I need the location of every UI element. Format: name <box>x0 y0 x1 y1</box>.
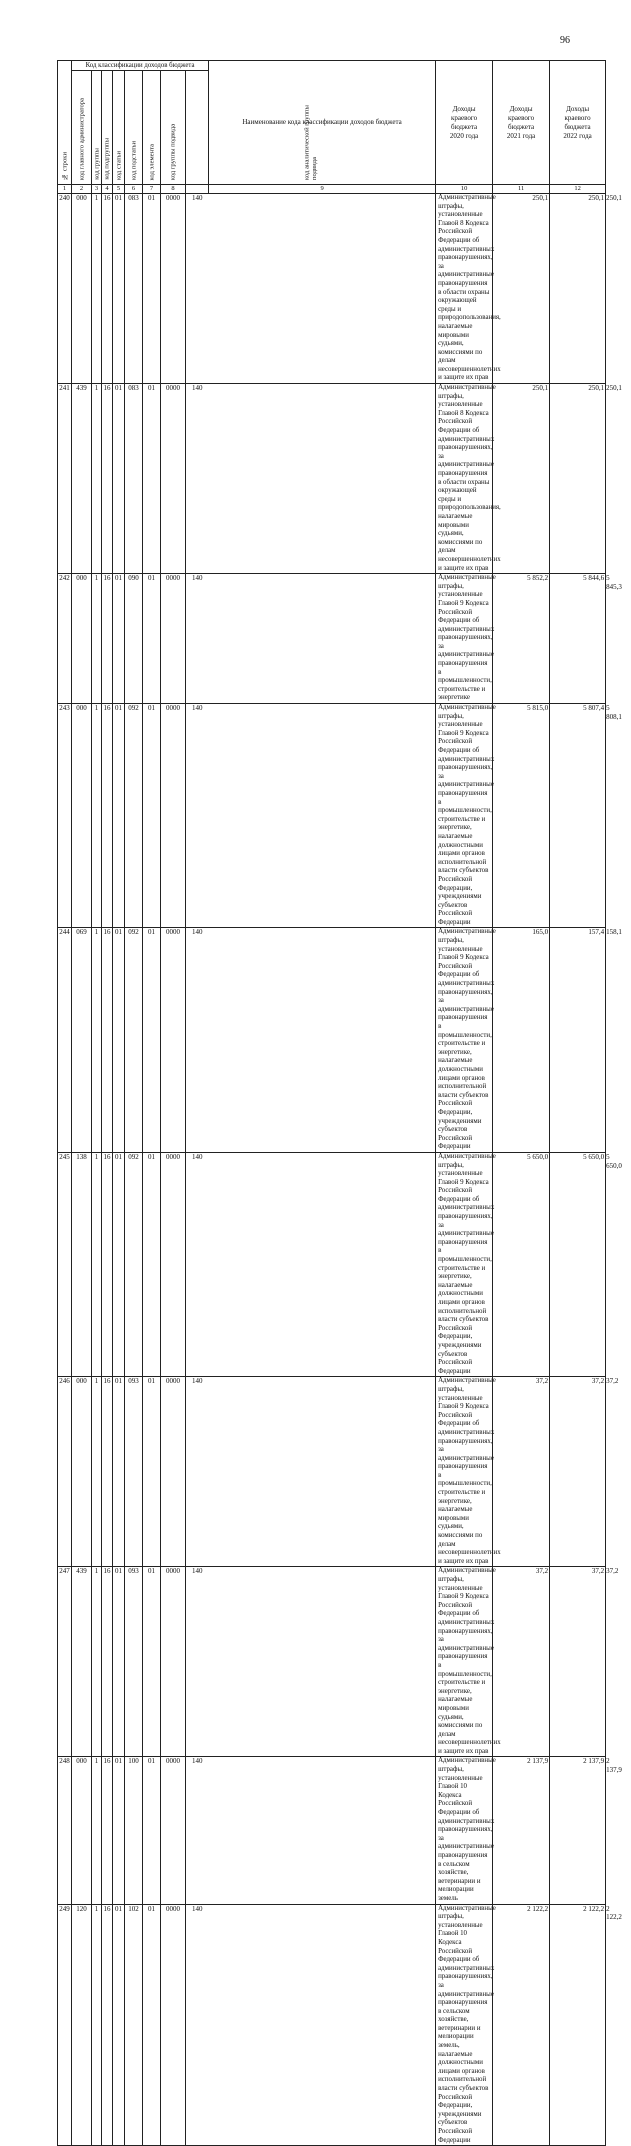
header-code-subgroup: код подгруппы <box>102 71 113 185</box>
code-group: 1 <box>92 928 102 1152</box>
code-subgroup: 16 <box>102 194 113 384</box>
code-subtype-group: 0000 <box>161 704 186 928</box>
column-number: 11 <box>493 185 550 194</box>
revenue-table <box>57 60 622 2146</box>
code-subtype-group: 0000 <box>161 1757 186 1904</box>
column-number: 10 <box>436 185 493 194</box>
code-subarticle: 083 <box>125 194 143 384</box>
code-element: 01 <box>143 384 161 574</box>
code-group: 1 <box>92 194 102 384</box>
code-subarticle: 083 <box>125 384 143 574</box>
code-article: 01 <box>113 1152 125 1376</box>
spacer-cell <box>209 1757 436 1904</box>
code-group: 1 <box>92 704 102 928</box>
code-subgroup: 16 <box>102 1904 113 2146</box>
spacer-cell <box>209 1152 436 1376</box>
column-number: 12 <box>550 185 606 194</box>
header-code-subtype-group: код группы подвида <box>161 71 186 185</box>
header-code-element: код элемента <box>143 71 161 185</box>
header-code-subarticle: код подстатьи <box>125 71 143 185</box>
code-article: 01 <box>113 704 125 928</box>
table-row: 249 120 1 16 01 102 01 0000 140 Административные штрафы, установленные Главой 10 Кодекса Российской Федерации об административных правонарушениях, за административные правонарушения в сельском хозяйстве, ветеринарии и мелиорации земель, налагаемые должностными лицами органов исполнительной власти субъектов Российской Федерации, учреждениями субъектов Российской Федерации 2 122,2 2 122,2 2 122,2 <box>58 1904 606 2146</box>
code-subtype-group: 0000 <box>161 1567 186 1757</box>
code-group: 1 <box>92 574 102 704</box>
income-name: Административные штрафы, установленные Главой 8 Кодекса Российской Федерации об административных правонарушениях, за административные правонарушения в области охраны окружающей среды и природопользования, налагаемые мировыми судьями, комиссиями по делам несовершеннолетних и защите их прав <box>436 194 493 384</box>
code-article: 01 <box>113 1757 125 1904</box>
income-2020: 2 137,9 <box>493 1757 550 1904</box>
column-number <box>186 185 209 194</box>
code-group: 1 <box>92 1757 102 1904</box>
row-number: 248 <box>58 1757 72 1904</box>
row-number: 243 <box>58 704 72 928</box>
row-number: 244 <box>58 928 72 1152</box>
header-income-2020: Доходы краевого бюджета 2020 года <box>436 61 493 185</box>
income-2021: 2 137,9 <box>550 1757 606 1904</box>
code-subarticle: 093 <box>125 1567 143 1757</box>
code-group: 1 <box>92 1904 102 2146</box>
code-article: 01 <box>113 928 125 1152</box>
code-element: 01 <box>143 928 161 1152</box>
header-code-group-col: код группы <box>92 71 102 185</box>
income-name: Административные штрафы, установленные Главой 9 Кодекса Российской Федерации об административных правонарушениях, за административные правонарушения в промышленности, строительстве и энергетике, налагаемые мировыми судьями, комиссиями по делам несовершеннолетних и защите их прав <box>436 1567 493 1757</box>
code-element: 01 <box>143 1152 161 1376</box>
income-name: Административные штрафы, установленные Главой 9 Кодекса Российской Федерации об административных правонарушениях, за административные правонарушения в промышленности, строительстве и энергетике, налагаемые должностными лицами органов исполнительной власти субъектов Российской Федерации, учреждениями субъектов Российской Федерации <box>436 704 493 928</box>
income-2021: 37,2 <box>550 1567 606 1757</box>
column-number: 4 <box>102 185 113 194</box>
income-2021: 250,1 <box>550 194 606 384</box>
income-2021: 5 650,0 <box>550 1152 606 1376</box>
column-number: 3 <box>92 185 102 194</box>
spacer-cell <box>209 574 436 704</box>
code-admin: 000 <box>72 1377 92 1567</box>
table-row: 241 439 1 16 01 083 01 0000 140 Административные штрафы, установленные Главой 8 Кодекса Российской Федерации об административных правонарушениях, за административные правонарушения в области охраны окружающей среды и природопользования, налагаемые мировыми судьями, комиссиями по делам несовершеннолетних и защите их прав 250,1 250,1 250,1 <box>58 384 606 574</box>
code-element: 01 <box>143 1904 161 2146</box>
code-article: 01 <box>113 1904 125 2146</box>
table-row: 246 000 1 16 01 093 01 0000 140 Административные штрафы, установленные Главой 9 Кодекса Российской Федерации об административных правонарушениях, за административные правонарушения в промышленности, строительстве и энергетике, налагаемые мировыми судьями, комиссиями по делам несовершеннолетних и защите их прав 37,2 37,2 37,2 <box>58 1377 606 1567</box>
code-element: 01 <box>143 574 161 704</box>
code-group: 1 <box>92 1377 102 1567</box>
spacer-cell <box>209 1567 436 1757</box>
code-article: 01 <box>113 1377 125 1567</box>
code-group: 1 <box>92 1152 102 1376</box>
spacer-cell <box>209 928 436 1152</box>
code-analytic-group: 140 <box>186 1152 209 1376</box>
code-subtype-group: 0000 <box>161 928 186 1152</box>
code-subarticle: 092 <box>125 704 143 928</box>
code-analytic-group: 140 <box>186 1377 209 1567</box>
code-admin: 000 <box>72 194 92 384</box>
code-analytic-group: 140 <box>186 704 209 928</box>
page-number: 96 <box>560 35 570 46</box>
header-code-article: код статьи <box>113 71 125 185</box>
spacer-cell <box>209 384 436 574</box>
code-subarticle: 090 <box>125 574 143 704</box>
table-row: 248 000 1 16 01 100 01 0000 140 Административные штрафы, установленные Главой 10 Кодекса Российской Федерации об административных правонарушениях, за административные правонарушения в сельском хозяйстве, ветеринарии и мелиорации земель 2 137,9 2 137,9 2 137,9 <box>58 1757 606 1904</box>
column-number: 5 <box>113 185 125 194</box>
code-admin: 138 <box>72 1152 92 1376</box>
row-number: 249 <box>58 1904 72 2146</box>
code-subgroup: 16 <box>102 1152 113 1376</box>
code-subtype-group: 0000 <box>161 574 186 704</box>
code-subtype-group: 0000 <box>161 384 186 574</box>
code-analytic-group: 140 <box>186 1567 209 1757</box>
code-admin: 000 <box>72 704 92 928</box>
header-code-analytic-group: код аналитической группы подвида <box>186 71 436 185</box>
code-subarticle: 102 <box>125 1904 143 2146</box>
code-admin: 069 <box>72 928 92 1152</box>
spacer-cell <box>209 704 436 928</box>
spacer-cell <box>209 1377 436 1567</box>
code-subtype-group: 0000 <box>161 194 186 384</box>
code-subgroup: 16 <box>102 574 113 704</box>
income-2021: 5 807,4 <box>550 704 606 928</box>
row-number: 245 <box>58 1152 72 1376</box>
code-subarticle: 093 <box>125 1377 143 1567</box>
code-subgroup: 16 <box>102 384 113 574</box>
income-name: Административные штрафы, установленные Главой 9 Кодекса Российской Федерации об административных правонарушениях, за административные правонарушения в промышленности, строительстве и энергетике, налагаемые должностными лицами органов исполнительной власти субъектов Российской Федерации, учреждениями субъектов Российской Федерации <box>436 1152 493 1376</box>
income-2020: 5 815,0 <box>493 704 550 928</box>
income-2021: 250,1 <box>550 384 606 574</box>
code-admin: 439 <box>72 1567 92 1757</box>
spacer-cell <box>209 1904 436 2146</box>
code-element: 01 <box>143 704 161 928</box>
code-subtype-group: 0000 <box>161 1152 186 1376</box>
code-element: 01 <box>143 1567 161 1757</box>
code-subgroup: 16 <box>102 1567 113 1757</box>
code-subtype-group: 0000 <box>161 1904 186 2146</box>
column-number: 1 <box>58 185 72 194</box>
row-number: 242 <box>58 574 72 704</box>
header-income-2021: Доходы краевого бюджета 2021 года <box>493 61 550 185</box>
income-name: Административные штрафы, установленные Главой 9 Кодекса Российской Федерации об административных правонарушениях, за административные правонарушения в промышленности, строительстве и энергетике, налагаемые мировыми судьями, комиссиями по делам несовершеннолетних и защите их прав <box>436 1377 493 1567</box>
income-2021: 2 122,2 <box>550 1904 606 2146</box>
income-2020: 2 122,2 <box>493 1904 550 2146</box>
code-subarticle: 092 <box>125 1152 143 1376</box>
code-article: 01 <box>113 384 125 574</box>
code-group: 1 <box>92 1567 102 1757</box>
table-row: 240 000 1 16 01 083 01 0000 140 Административные штрафы, установленные Главой 8 Кодекса Российской Федерации об административных правонарушениях, за административные правонарушения в области охраны окружающей среды и природопользования, налагаемые мировыми судьями, комиссиями по делам несовершеннолетних и защите их прав 250,1 250,1 250,1 <box>58 194 606 384</box>
code-admin: 120 <box>72 1904 92 2146</box>
column-number: 6 <box>125 185 143 194</box>
header-column-numbers <box>58 185 606 194</box>
code-group: 1 <box>92 384 102 574</box>
code-element: 01 <box>143 194 161 384</box>
code-subgroup: 16 <box>102 1757 113 1904</box>
income-2020: 5 852,2 <box>493 574 550 704</box>
code-subtype-group: 0000 <box>161 1377 186 1567</box>
code-subgroup: 16 <box>102 1377 113 1567</box>
income-name: Административные штрафы, установленные Главой 9 Кодекса Российской Федерации об административных правонарушениях, за административные правонарушения в промышленности, строительстве и энергетике <box>436 574 493 704</box>
column-number: 8 <box>161 185 186 194</box>
code-admin: 000 <box>72 574 92 704</box>
code-analytic-group: 140 <box>186 574 209 704</box>
table-body <box>58 194 622 2146</box>
spacer-cell <box>209 194 436 384</box>
income-2020: 250,1 <box>493 384 550 574</box>
code-article: 01 <box>113 194 125 384</box>
code-article: 01 <box>113 574 125 704</box>
row-number: 246 <box>58 1377 72 1567</box>
income-2021: 157,4 <box>550 928 606 1152</box>
income-2020: 165,0 <box>493 928 550 1152</box>
table-row: 245 138 1 16 01 092 01 0000 140 Административные штрафы, установленные Главой 9 Кодекса Российской Федерации об административных правонарушениях, за административные правонарушения в промышленности, строительстве и энергетике, налагаемые должностными лицами органов исполнительной власти субъектов Российской Федерации, учреждениями субъектов Российской Федерации 5 650,0 5 650,0 5 650,0 <box>58 1152 606 1376</box>
income-2021: 37,2 <box>550 1377 606 1567</box>
header-code-group: Код классификации доходов бюджета <box>72 61 209 71</box>
code-article: 01 <box>113 1567 125 1757</box>
table-row: 242 000 1 16 01 090 01 0000 140 Административные штрафы, установленные Главой 9 Кодекса Российской Федерации об административных правонарушениях, за административные правонарушения в промышленности, строительстве и энергетике 5 852,2 5 844,6 5 845,3 <box>58 574 606 704</box>
code-element: 01 <box>143 1377 161 1567</box>
header-name: Наименование кода классификации доходов бюджета <box>209 61 436 185</box>
income-name: Административные штрафы, установленные Главой 8 Кодекса Российской Федерации об административных правонарушениях, за административные правонарушения в области охраны окружающей среды и природопользования, налагаемые мировыми судьями, комиссиями по делам несовершеннолетних и защите их прав <box>436 384 493 574</box>
income-name: Административные штрафы, установленные Главой 10 Кодекса Российской Федерации об административных правонарушениях, за административные правонарушения в сельском хозяйстве, ветеринарии и мелиорации земель <box>436 1757 493 1904</box>
code-subarticle: 100 <box>125 1757 143 1904</box>
income-name: Административные штрафы, установленные Главой 10 Кодекса Российской Федерации об административных правонарушениях, за административные правонарушения в сельском хозяйстве, ветеринарии и мелиорации земель, налагаемые должностными лицами органов исполнительной власти субъектов Российской Федерации, учреждениями субъектов Российской Федерации <box>436 1904 493 2146</box>
row-number: 247 <box>58 1567 72 1757</box>
code-subarticle: 092 <box>125 928 143 1152</box>
column-number: 7 <box>143 185 161 194</box>
income-2020: 37,2 <box>493 1377 550 1567</box>
code-analytic-group: 140 <box>186 1757 209 1904</box>
code-subgroup: 16 <box>102 928 113 1152</box>
header-income-2022: Доходы краевого бюджета 2022 года <box>550 61 606 185</box>
code-analytic-group: 140 <box>186 384 209 574</box>
code-subgroup: 16 <box>102 704 113 928</box>
code-analytic-group: 140 <box>186 1904 209 2146</box>
code-element: 01 <box>143 1757 161 1904</box>
income-name: Административные штрафы, установленные Главой 9 Кодекса Российской Федерации об административных правонарушениях, за административные правонарушения в промышленности, строительстве и энергетике, налагаемые должностными лицами органов исполнительной власти субъектов Российской Федерации, учреждениями субъектов Российской Федерации <box>436 928 493 1152</box>
income-2021: 5 844,6 <box>550 574 606 704</box>
table-row: 243 000 1 16 01 092 01 0000 140 Административные штрафы, установленные Главой 9 Кодекса Российской Федерации об административных правонарушениях, за административные правонарушения в промышленности, строительстве и энергетике, налагаемые должностными лицами органов исполнительной власти субъектов Российской Федерации, учреждениями субъектов Российской Федерации 5 815,0 5 807,4 5 808,1 <box>58 704 606 928</box>
income-2020: 5 650,0 <box>493 1152 550 1376</box>
header-code-admin: код главного администратора <box>72 71 92 185</box>
code-admin: 439 <box>72 384 92 574</box>
code-analytic-group: 140 <box>186 194 209 384</box>
column-number: 2 <box>72 185 92 194</box>
income-2020: 37,2 <box>493 1567 550 1757</box>
income-2020: 250,1 <box>493 194 550 384</box>
header-row-number: № строки <box>58 61 72 185</box>
code-analytic-group: 140 <box>186 928 209 1152</box>
row-number: 240 <box>58 194 72 384</box>
code-admin: 000 <box>72 1757 92 1904</box>
table-row: 247 439 1 16 01 093 01 0000 140 Административные штрафы, установленные Главой 9 Кодекса Российской Федерации об административных правонарушениях, за административные правонарушения в промышленности, строительстве и энергетике, налагаемые мировыми судьями, комиссиями по делам несовершеннолетних и защите их прав 37,2 37,2 37,2 <box>58 1567 606 1757</box>
table-row: 244 069 1 16 01 092 01 0000 140 Административные штрафы, установленные Главой 9 Кодекса Российской Федерации об административных правонарушениях, за административные правонарушения в промышленности, строительстве и энергетике, налагаемые должностными лицами органов исполнительной власти субъектов Российской Федерации, учреждениями субъектов Российской Федерации 165,0 157,4 158,1 <box>58 928 606 1152</box>
column-number: 9 <box>209 185 436 194</box>
row-number: 241 <box>58 384 72 574</box>
